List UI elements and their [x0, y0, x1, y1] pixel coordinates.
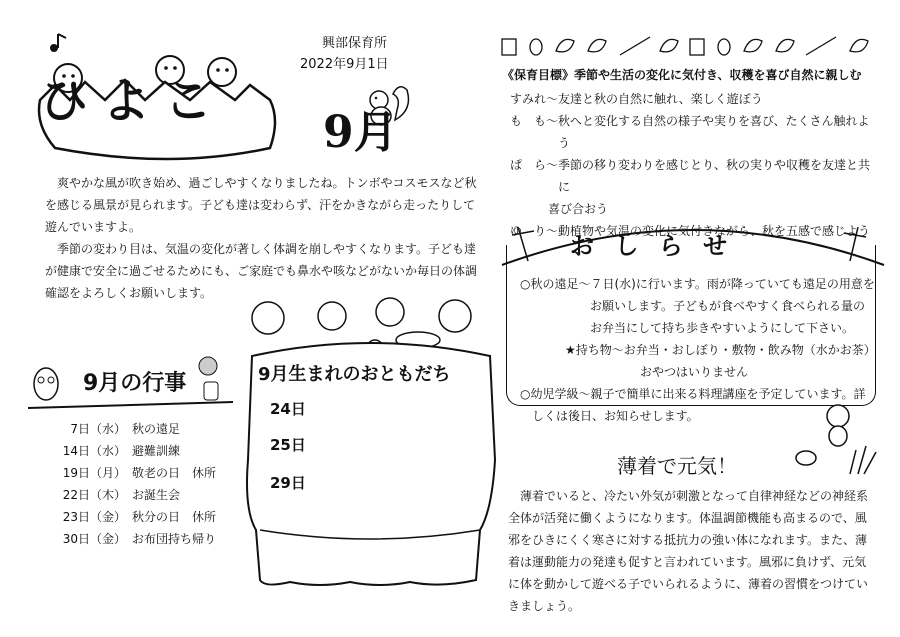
event-row [48, 484, 248, 506]
leaf-icon [776, 39, 794, 52]
stump-icon [502, 39, 516, 55]
bear-icon [827, 405, 849, 427]
notice-line: ★持ち物～お弁当・おしぼり・敷物・飲み物（水かお茶） [565, 343, 876, 357]
class-name: ゆ り～ [510, 224, 559, 238]
intro-text [45, 172, 485, 304]
bear-and-mouse-illustration [790, 400, 880, 475]
autumn-decoration-strip [500, 33, 880, 59]
event-date: 23日（金） [62, 510, 126, 524]
events-title: 9月の行事 [83, 371, 187, 396]
goal-row [510, 110, 880, 154]
goals-heading: 《保育目標》季節や生活の変化に気付き、収穫を喜び自然に親しむ [502, 68, 862, 82]
notice-line: おやつはいりません [640, 365, 749, 379]
mouse-icon [796, 451, 816, 465]
goal-text: 秋へと変化する自然の様子や実りを喜び、たくさん触れよう [558, 114, 870, 150]
stump-icon [690, 39, 704, 55]
music-note-icon [50, 34, 66, 52]
event-date: 14日（水） [62, 444, 126, 458]
birthday-day: 24日 [270, 400, 306, 418]
class-name: も も～ [510, 114, 559, 128]
notice-line: ○幼児学級～親子で簡単に出来る料理講座を予定しています。詳 [520, 387, 866, 401]
acorn-icon [718, 39, 730, 55]
events-list [48, 418, 248, 550]
class-name: すみれ～ [510, 92, 559, 106]
leaf-icon [850, 39, 868, 52]
event-name: 敬老の日 休所 [132, 466, 217, 480]
event-row [48, 528, 248, 550]
notice-line: お弁当にして持ち歩きやすいようにして下さい。 [590, 321, 855, 335]
article-paragraph: 薄着でいると、冷たい外気が刺激となって自律神経などの神経系全体が活発に働くようになります。体温調節機能も高まるので、風邪をひきにくく寒さに対する抵抗力の強い体になれます。また、薄着は運動能力の発達も促すと言われています。風邪に負けず、元気に体を動かして遊べる子でいられるように、薄着の習慣をつけていきましょう。 [508, 489, 869, 613]
goal-text: 友達と秋の自然に触れ、楽しく遊ぼう [558, 92, 763, 106]
goal-text: 季節の移り変わりを感じとり、秋の実りや収穫を友達と共に [558, 158, 871, 194]
month-heading: 9月 [323, 107, 398, 158]
goal-text: 動植物や気温の変化に気付きながら、秋を五感で感じよう [558, 224, 871, 238]
branch-icon [28, 402, 233, 408]
event-row [48, 462, 248, 484]
acorn-icon [530, 39, 542, 55]
event-name: 避難訓練 [132, 444, 181, 458]
birthday-day: 29日 [270, 474, 306, 492]
event-row [48, 418, 248, 440]
lantern-icon [204, 382, 218, 400]
event-name: 秋分の日 休所 [132, 510, 217, 524]
goal-text: 喜び合おう [548, 202, 609, 216]
event-date: 30日（金） [62, 532, 126, 546]
birthday-title: 9月生まれのおともだち [258, 364, 451, 385]
grass-icon [850, 446, 876, 474]
notice-line: しくは後日、お知らせします。 [532, 409, 699, 423]
cat-icon [318, 302, 346, 330]
goal-row [510, 154, 880, 198]
leaf-icon [660, 39, 678, 52]
issue-date: 2022年9月1日 [300, 57, 389, 72]
notice-line: お願いします。子どもが食べやすく食べられる量の [590, 299, 866, 313]
event-row [48, 440, 248, 462]
event-date: 22日（木） [62, 488, 126, 502]
article-title: 薄着で元気！ [617, 454, 737, 478]
event-name: 秋の遠足 [132, 422, 181, 436]
event-name: お布団持ち帰り [132, 532, 217, 546]
child-icon [439, 300, 471, 332]
birthday-day: 25日 [270, 436, 306, 454]
cat-icon [252, 302, 284, 334]
notice-title: お し ら せ [570, 232, 734, 260]
event-date: 7日（水） [70, 422, 126, 436]
moon-icon [199, 357, 217, 375]
mouse-icon [376, 298, 404, 326]
leaf-icon [556, 39, 574, 52]
article-body [508, 485, 873, 617]
event-date: 19日（月） [62, 466, 126, 480]
intro-paragraph: 爽やかな風が吹き始め、過ごしやすくなりましたね。トンボやコスモスなど秋を感じる風景が見られます。子ども達は変わらず、汗をかきながら走ったりして遊んでいますよ。 [45, 176, 477, 234]
newsletter-title: ひよこ [40, 73, 227, 129]
leaf-icon [588, 39, 606, 52]
organization-name: 興部保育所 [322, 36, 388, 51]
event-row [48, 506, 248, 528]
notice-line: ○秋の遠足～７日(水)に行います。雨が降っていても遠足の用意を [520, 277, 875, 291]
leaf-icon [744, 39, 762, 52]
event-name: お誕生会 [132, 488, 181, 502]
class-name: ぱ ら～ [510, 158, 559, 172]
owl-icon [34, 368, 58, 400]
goal-row [510, 88, 880, 110]
intro-paragraph: 季節の変わり目は、気温の変化が著しく体調を崩しやすくなります。子ども達が健康で安全に過ごせるためにも、ご家庭でも鼻水や咳などがないか毎日の体調確認をよろしくお願いします。 [45, 242, 478, 300]
